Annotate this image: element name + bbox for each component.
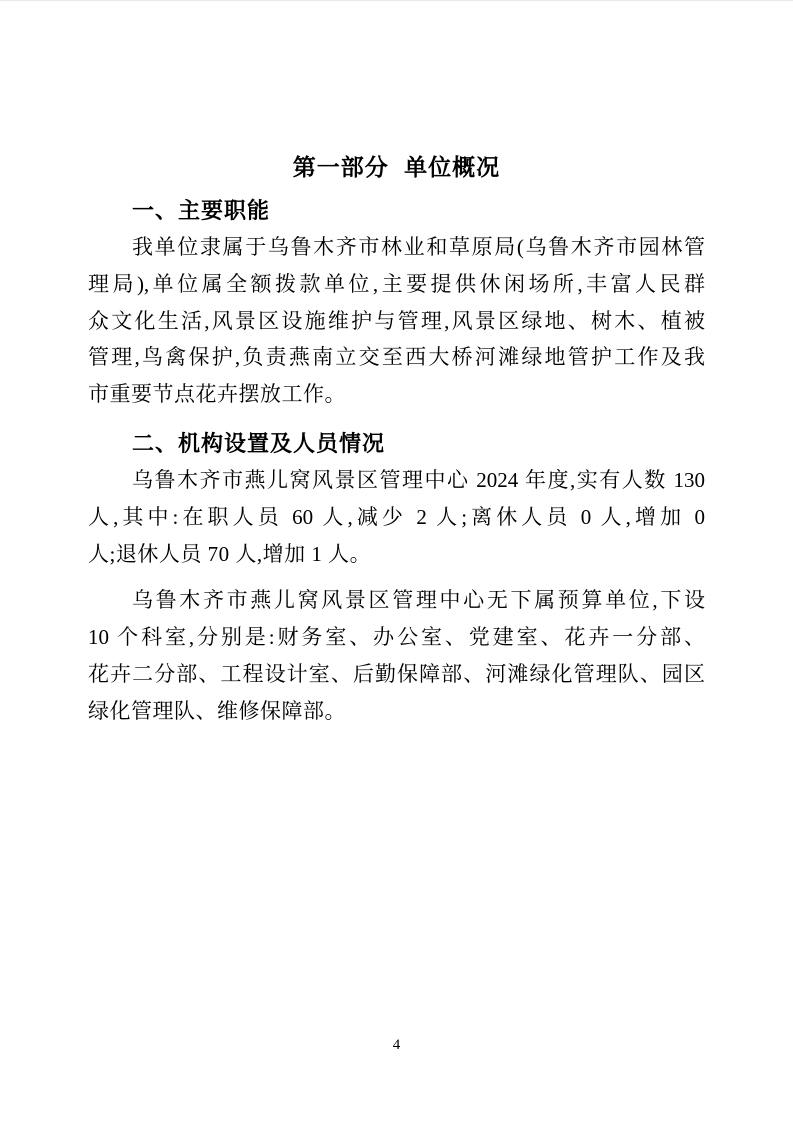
paragraph-departments — [88, 582, 705, 729]
text-line: 人;退休人员 70 人,增加 1 人。 — [88, 541, 372, 566]
paragraph-personnel — [88, 462, 705, 572]
text-line: 乌鲁木齐市燕儿窝风景区管理中心 2024 年度,实有人数 130 — [132, 467, 705, 492]
text-line: 众文化生活,风景区设施维护与管理,风景区绿地、树木、植被 — [88, 308, 705, 333]
text-line: 理局),单位属全额拨款单位,主要提供休闲场所,丰富人民群 — [88, 271, 705, 296]
text-line: 我单位隶属于乌鲁木齐市林业和草原局(乌鲁木齐市园林管 — [132, 235, 705, 259]
document-content — [88, 149, 705, 730]
text-line: 10 个科室,分别是:财务室、办公室、党建室、花卉一分部、 — [88, 625, 705, 650]
text-line: 市重要节点花卉摆放工作。 — [88, 382, 346, 407]
section-title: 第一部分 单位概况 — [292, 154, 501, 180]
paragraph-main-functions — [88, 229, 705, 413]
text-line: 花卉二分部、工程设计室、后勤保障部、河滩绿化管理队、园区 — [88, 661, 705, 686]
heading-main-functions: 一、主要职能 — [132, 198, 271, 223]
text-line: 人,其中:在职人员 60 人,减少 2 人;离休人员 0 人,增加 0 — [88, 504, 705, 529]
heading-organization-personnel: 二、机构设置及人员情况 — [132, 430, 386, 456]
text-line: 管理,鸟禽保护,负责燕南立交至西大桥河滩绿地管护工作及我 — [88, 345, 705, 370]
text-line: 绿化管理队、维修保障部。 — [88, 698, 346, 723]
page-number: 4 — [392, 1037, 401, 1053]
text-line: 乌鲁木齐市燕儿窝风景区管理中心无下属预算单位,下设 — [132, 588, 705, 613]
